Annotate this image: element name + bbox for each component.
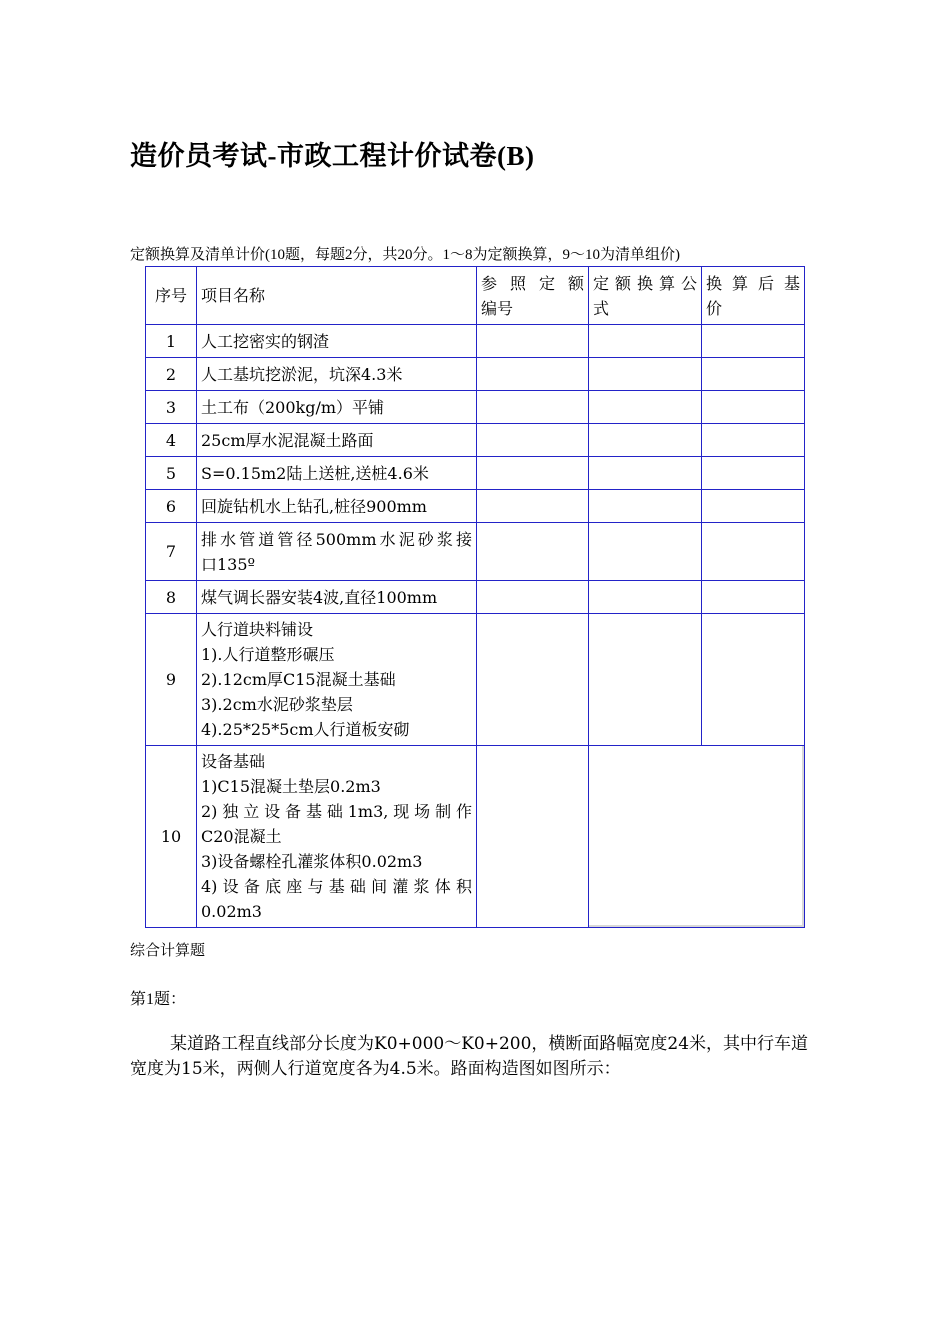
question-text: 某道路工程直线部分长度为K0+000～K0+200，横断面路幅宽度24米，其中行车道宽度为15米，两侧人行道宽度各为4.5米。路面构造图如图所示： bbox=[130, 1034, 809, 1079]
row-name: 煤气调长器安装4波,直径100mm bbox=[197, 581, 477, 614]
table-row bbox=[146, 358, 805, 391]
row-name-line: 1).人行道整形碾压 bbox=[201, 645, 335, 664]
row-name-line: 排水管道管径500mm水泥砂浆接 bbox=[201, 529, 472, 549]
row-name: 回旋钻机水上钻孔,桩径900mm bbox=[197, 490, 477, 523]
table-row bbox=[146, 614, 805, 746]
table-row bbox=[146, 424, 805, 457]
row-no: 4 bbox=[146, 424, 197, 457]
header-name: 项目名称 bbox=[197, 267, 477, 325]
section-label: 综合计算题 bbox=[130, 943, 206, 959]
price-cell bbox=[702, 490, 805, 523]
row-no: 1 bbox=[146, 325, 197, 358]
ref-cell bbox=[477, 581, 589, 614]
formula-cell bbox=[589, 457, 702, 490]
intro-text: 定额换算及清单计价(10题，每题2分，共20分。1～8为定额换算，9～10为清单组价) bbox=[130, 247, 680, 263]
header-formula-line2: 式 bbox=[593, 298, 610, 318]
page-title: 造价员考试-市政工程计价试卷(B) bbox=[130, 141, 535, 171]
row-name-line: C20混凝土 bbox=[201, 827, 282, 846]
row-name-line: 4).25*25*5cm人行道板安砌 bbox=[201, 720, 410, 739]
formula-cell bbox=[589, 391, 702, 424]
row-name: 25cm厚水泥混凝土路面 bbox=[197, 424, 477, 457]
row-no: 8 bbox=[146, 581, 197, 614]
row-no: 2 bbox=[146, 358, 197, 391]
row-name bbox=[197, 746, 477, 928]
table-row bbox=[146, 581, 805, 614]
row-name-line: 2).12cm厚C15混凝土基础 bbox=[201, 670, 396, 689]
table-row bbox=[146, 391, 805, 424]
row-name-line: 设备基础 bbox=[201, 752, 266, 771]
table-row bbox=[146, 457, 805, 490]
formula-cell bbox=[589, 325, 702, 358]
row-name: S=0.15m2陆上送桩,送桩4.6米 bbox=[197, 457, 477, 490]
price-cell bbox=[702, 424, 805, 457]
row-name bbox=[197, 523, 477, 581]
formula-cell bbox=[589, 523, 702, 581]
ref-cell bbox=[477, 424, 589, 457]
row-no: 10 bbox=[146, 746, 197, 928]
header-price bbox=[702, 267, 805, 325]
ref-cell bbox=[477, 746, 589, 928]
ref-cell bbox=[477, 325, 589, 358]
header-formula-line1: 定额换算公 bbox=[593, 273, 697, 293]
price-cell bbox=[702, 614, 805, 746]
ref-cell bbox=[477, 457, 589, 490]
formula-cell bbox=[589, 424, 702, 457]
table-row bbox=[146, 325, 805, 358]
row-name-line: 0.02m3 bbox=[201, 902, 262, 921]
formula-cell bbox=[589, 581, 702, 614]
ref-cell bbox=[477, 614, 589, 746]
merged-cell bbox=[589, 746, 805, 928]
ref-cell bbox=[477, 358, 589, 391]
header-ref-line1: 参照定额 bbox=[481, 273, 584, 293]
row-name: 人工挖密实的钢渣 bbox=[197, 325, 477, 358]
row-name: 土工布（200kg/m）平铺 bbox=[197, 391, 477, 424]
header-formula bbox=[589, 267, 702, 325]
row-name-line: 口135º bbox=[201, 554, 256, 574]
row-no: 7 bbox=[146, 523, 197, 581]
table-row bbox=[146, 746, 805, 928]
header-no: 序号 bbox=[146, 267, 197, 325]
row-no: 5 bbox=[146, 457, 197, 490]
price-cell bbox=[702, 523, 805, 581]
quota-table bbox=[145, 266, 805, 928]
row-name-line: 4)设备底座与基础间灌浆体积 bbox=[201, 877, 472, 896]
ref-cell bbox=[477, 391, 589, 424]
row-name: 人工基坑挖淤泥，坑深4.3米 bbox=[197, 358, 477, 391]
header-ref-number bbox=[477, 267, 589, 325]
header-ref-line2: 编号 bbox=[481, 298, 514, 318]
price-cell bbox=[702, 457, 805, 490]
row-name bbox=[197, 614, 477, 746]
row-name-line: 3).2cm水泥砂浆垫层 bbox=[201, 695, 353, 714]
formula-cell bbox=[589, 358, 702, 391]
ref-cell bbox=[477, 523, 589, 581]
row-no: 3 bbox=[146, 391, 197, 424]
price-cell bbox=[702, 325, 805, 358]
formula-cell bbox=[589, 614, 702, 746]
price-cell bbox=[702, 581, 805, 614]
ref-cell bbox=[477, 490, 589, 523]
row-name-line: 1)C15混凝土垫层0.2m3 bbox=[201, 777, 381, 796]
table-header-row bbox=[146, 267, 805, 325]
header-price-line1: 换算后基 bbox=[706, 273, 800, 293]
question-heading: 第1题： bbox=[130, 991, 187, 1008]
price-cell bbox=[702, 391, 805, 424]
row-name-line: 人行道块料铺设 bbox=[201, 620, 314, 639]
table-row bbox=[146, 523, 805, 581]
price-cell bbox=[702, 358, 805, 391]
row-name-line: 2)独立设备基础1m3,现场制作 bbox=[201, 802, 472, 821]
header-price-line2: 价 bbox=[706, 298, 723, 318]
formula-cell bbox=[589, 490, 702, 523]
row-name-line: 3)设备螺栓孔灌浆体积0.02m3 bbox=[201, 852, 423, 871]
table-row bbox=[146, 490, 805, 523]
row-no: 9 bbox=[146, 614, 197, 746]
row-no: 6 bbox=[146, 490, 197, 523]
